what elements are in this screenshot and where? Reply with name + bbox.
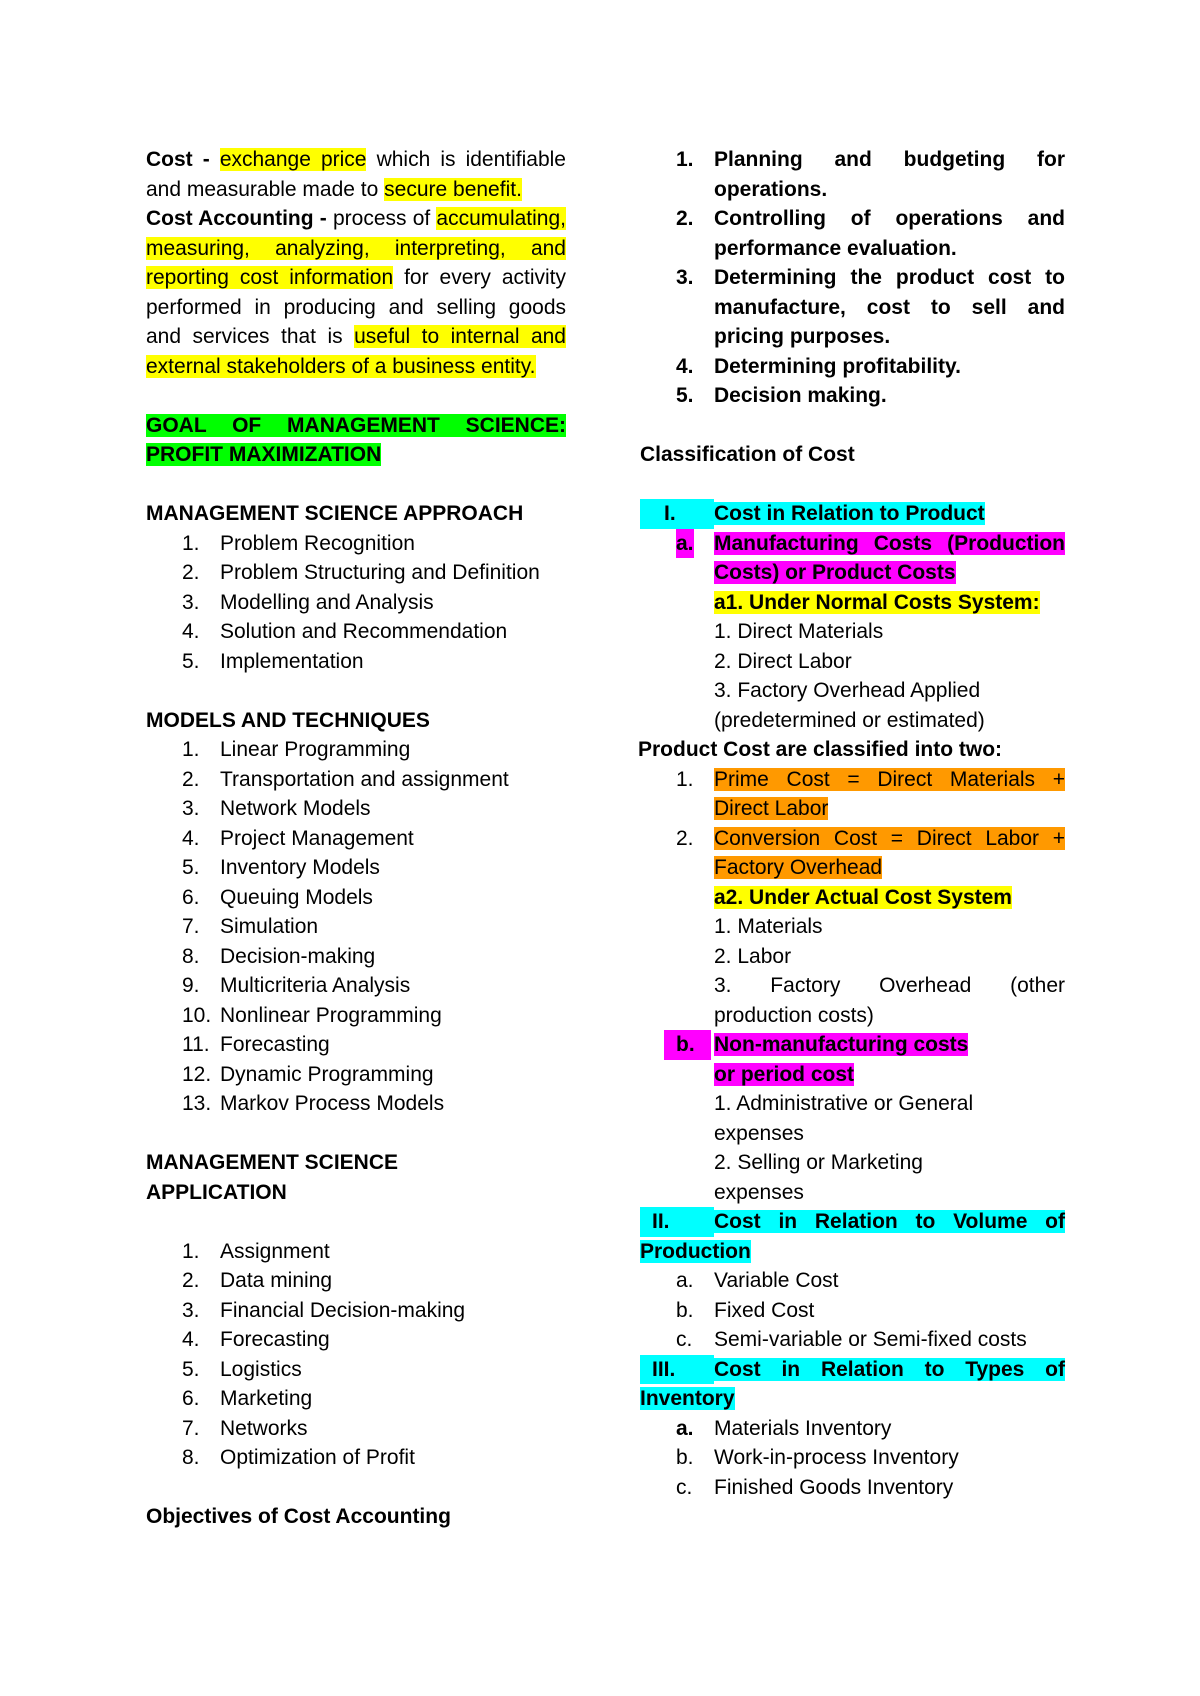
list-marker: 2.	[182, 767, 200, 791]
ca-highlight-2: useful to internal and external stakeholders of a business entity.	[146, 325, 566, 378]
list-marker: 1.	[182, 738, 200, 761]
list-item: 3. Factory Overhead (other production costs)	[714, 974, 1065, 1027]
list-marker: 8.	[182, 1446, 200, 1469]
list-marker: 5.	[182, 856, 200, 879]
left-column	[146, 145, 566, 1532]
list-item: 1. Administrative or General expenses	[714, 1092, 974, 1145]
list-item	[640, 1266, 1065, 1296]
section-i-label: Cost in Relation to Product	[714, 502, 985, 525]
list-item	[146, 1325, 566, 1355]
list-item-text: Planning and budgeting for operations.	[714, 148, 1065, 201]
list-item-text: Assignment	[220, 1239, 330, 1263]
list-marker: 7.	[182, 915, 200, 938]
list-marker: 6.	[182, 885, 200, 909]
list-item-text: Queuing Models	[220, 885, 373, 909]
list-item-text: Linear Programming	[220, 738, 411, 761]
list-item	[146, 853, 566, 883]
list-item	[146, 1266, 566, 1296]
section-iii-number: III.	[640, 1355, 714, 1385]
list-item: 2. Direct Labor	[714, 649, 852, 673]
goal-heading	[146, 411, 566, 470]
list-item-text: Simulation	[220, 915, 319, 938]
list-item	[146, 971, 566, 1001]
list-marker: 11.	[182, 1033, 210, 1056]
list-item-text: Decision-making	[220, 944, 376, 968]
objectives-title: Objectives of Cost Accounting	[146, 1505, 451, 1528]
list-item	[146, 735, 566, 765]
list-marker: 9.	[182, 974, 200, 997]
section-a-number: a.	[676, 529, 694, 559]
list-item-text: Determining the product cost to manufacture, cost to sell and pricing purposes.	[714, 266, 1065, 348]
list-item-text: Work-in-process Inventory	[714, 1446, 959, 1469]
list-item-text: Finished Goods Inventory	[714, 1475, 954, 1499]
list-marker: 4.	[182, 1328, 200, 1351]
list-item: 1. Direct Materials	[714, 620, 884, 643]
list-marker: 3.	[182, 1298, 200, 1322]
list-item	[146, 1001, 566, 1031]
list-marker: 4.	[182, 620, 200, 643]
product-cost-list	[640, 765, 1065, 883]
a1-label: a1. Under Normal Costs System:	[714, 590, 1040, 614]
section-iii-label: Cost in Relation to Types of Inventory	[640, 1357, 1065, 1410]
list-marker: 2.	[676, 207, 694, 230]
list-marker: 13.	[182, 1092, 212, 1115]
list-item: 3. Factory Overhead Applied (predetermined or estimated)	[714, 679, 985, 732]
list-marker: a.	[676, 1416, 694, 1440]
list-item	[146, 647, 566, 677]
section-iii-heading	[640, 1355, 1065, 1414]
list-item	[146, 1237, 566, 1267]
cost-accounting-term: Cost Accounting -	[146, 207, 327, 230]
list-item-text: Conversion Cost = Direct Labor + Factory Overhead	[714, 826, 1065, 879]
list-item-text: Semi-variable or Semi-fixed costs	[714, 1328, 1027, 1351]
models-list	[146, 735, 566, 1119]
list-item	[640, 1414, 1065, 1444]
list-item-text: Forecasting	[220, 1033, 330, 1056]
cost-highlight: exchange price	[219, 148, 367, 171]
classification-title: Classification of Cost	[640, 443, 855, 466]
cost-definition	[146, 145, 566, 204]
section-iii-list	[640, 1414, 1065, 1503]
list-marker: c.	[676, 1475, 693, 1499]
list-item	[640, 1443, 1065, 1473]
list-marker: 1.	[182, 531, 200, 555]
list-item-text: Solution and Recommendation	[220, 620, 508, 643]
list-item	[640, 263, 1065, 352]
a1-heading	[640, 588, 1065, 618]
list-item: 2. Selling or Marketing expenses	[714, 1151, 923, 1204]
list-item-text: Optimization of Profit	[220, 1446, 415, 1469]
ca-rest-1: process of	[332, 207, 431, 230]
list-item	[146, 1030, 566, 1060]
cost-highlight-2: secure benefit.	[384, 177, 522, 201]
list-item	[640, 1296, 1065, 1326]
list-item-text: Logistics	[220, 1357, 302, 1381]
list-item-text: Network Models	[220, 797, 371, 820]
list-marker: 4.	[182, 826, 200, 850]
list-item-text: Nonlinear Programming	[220, 1003, 442, 1027]
list-item	[146, 942, 566, 972]
list-marker: 8.	[182, 944, 200, 968]
goal-text: GOAL OF MANAGEMENT SCIENCE: PROFIT MAXIMIZATION	[146, 413, 566, 466]
list-item	[640, 381, 1065, 411]
list-item	[146, 1060, 566, 1090]
list-item	[640, 1325, 1065, 1355]
list-marker: 1.	[676, 148, 694, 171]
cost-term: Cost -	[146, 148, 210, 171]
list-item-text: Multicriteria Analysis	[220, 974, 411, 997]
list-item-text: Inventory Models	[220, 856, 380, 879]
section-b-heading	[640, 1030, 984, 1089]
list-item	[146, 1384, 566, 1414]
list-marker: a.	[676, 1269, 694, 1292]
list-item-text: Fixed Cost	[714, 1298, 815, 1322]
list-marker: 3.	[676, 266, 694, 289]
list-item	[640, 1473, 1065, 1503]
list-marker: 6.	[182, 1387, 200, 1410]
a2-heading	[640, 883, 1065, 913]
list-marker: 3.	[182, 797, 200, 820]
list-marker: b.	[676, 1298, 694, 1322]
cost-accounting-definition	[146, 204, 566, 381]
list-item-text: Forecasting	[220, 1328, 330, 1351]
list-item-text: Project Management	[220, 826, 414, 850]
list-marker: 2.	[676, 826, 694, 850]
list-item	[146, 912, 566, 942]
ca-rest-2: for every activity performed in producing and selling goods and services that is	[146, 266, 566, 348]
approach-list	[146, 529, 566, 677]
list-item-text: Materials Inventory	[714, 1416, 892, 1440]
list-item	[640, 145, 1065, 204]
section-ii-list	[640, 1266, 1065, 1355]
section-ii-heading	[640, 1207, 1065, 1266]
list-item	[146, 765, 566, 795]
list-item-text: Transportation and assignment	[220, 767, 509, 791]
list-item-text: Decision making.	[714, 384, 887, 407]
list-item	[640, 765, 1065, 824]
list-item-text: Networks	[220, 1416, 308, 1440]
list-item-text: Implementation	[220, 649, 364, 673]
list-marker: 1.	[182, 1239, 200, 1263]
list-marker: 5.	[182, 1357, 200, 1381]
list-item-text: Controlling of operations and performance evaluation.	[714, 207, 1065, 260]
list-item-text: Problem Recognition	[220, 531, 415, 555]
list-item-text: Dynamic Programming	[220, 1062, 434, 1086]
list-marker: 1.	[676, 767, 694, 791]
list-item	[146, 1089, 566, 1119]
models-title: MODELS AND TECHNIQUES	[146, 708, 430, 732]
section-b-label: Non-manufacturing costs or period cost	[714, 1033, 969, 1086]
list-item	[640, 352, 1065, 382]
list-item	[146, 558, 566, 588]
list-item	[146, 1443, 566, 1473]
right-column	[640, 145, 1065, 1502]
list-item: 1. Materials	[714, 915, 823, 938]
list-item-text: Variable Cost	[714, 1269, 839, 1292]
section-a-label: Manufacturing Costs (Production Costs) or Product Costs	[714, 531, 1065, 584]
list-marker: 3.	[182, 590, 200, 614]
list-item	[146, 794, 566, 824]
list-item	[146, 617, 566, 647]
b-list	[640, 1089, 984, 1207]
list-marker: 2.	[182, 561, 200, 584]
list-marker: c.	[676, 1328, 693, 1351]
list-item	[146, 529, 566, 559]
list-item	[146, 824, 566, 854]
list-item-text: Marketing	[220, 1387, 313, 1410]
section-a-heading	[640, 529, 1065, 588]
section-ii-label: Cost in Relation to Volume of Production	[640, 1210, 1065, 1263]
a2-list	[640, 912, 1065, 1030]
section-b-number: b.	[664, 1030, 711, 1060]
product-cost-title: Product Cost are classified into two:	[638, 738, 1003, 761]
section-ii-number: II.	[640, 1207, 714, 1237]
list-item: 2. Labor	[714, 944, 792, 968]
section-i-number: I.	[640, 499, 714, 529]
application-title: MANAGEMENT SCIENCE APPLICATION	[146, 1151, 399, 1204]
list-item	[640, 824, 1065, 883]
list-marker: 4.	[676, 354, 694, 378]
list-item-text: Markov Process Models	[220, 1092, 445, 1115]
list-item	[640, 204, 1065, 263]
list-marker: 5.	[676, 384, 694, 407]
list-item	[146, 588, 566, 618]
list-marker: b.	[676, 1446, 694, 1469]
list-item-text: Modelling and Analysis	[220, 590, 434, 614]
list-item	[146, 1296, 566, 1326]
objectives-list	[640, 145, 1065, 411]
a2-label: a2. Under Actual Cost System	[714, 885, 1012, 909]
a1-list	[640, 617, 1065, 735]
list-item-text: Prime Cost = Direct Materials + Direct Labor	[714, 767, 1065, 820]
list-marker: 7.	[182, 1416, 200, 1440]
approach-title: MANAGEMENT SCIENCE APPROACH	[146, 502, 524, 525]
list-item-text: Determining profitability.	[714, 354, 961, 378]
list-item	[146, 1414, 566, 1444]
ca-highlight-1: accumulating, measuring, analyzing, interpreting, and reporting cost information	[146, 207, 566, 289]
list-item-text: Data mining	[220, 1269, 333, 1292]
list-item	[146, 883, 566, 913]
list-item	[146, 1355, 566, 1385]
list-marker: 12.	[182, 1062, 212, 1086]
list-marker: 5.	[182, 649, 200, 673]
section-i-heading	[640, 499, 1065, 529]
list-item-text: Financial Decision-making	[220, 1298, 466, 1322]
cost-rest: which is identifiable and measurable made to	[146, 148, 566, 201]
list-marker: 2.	[182, 1269, 200, 1292]
application-list	[146, 1237, 566, 1473]
list-item-text: Problem Structuring and Definition	[220, 561, 540, 584]
list-marker: 10.	[182, 1003, 212, 1027]
